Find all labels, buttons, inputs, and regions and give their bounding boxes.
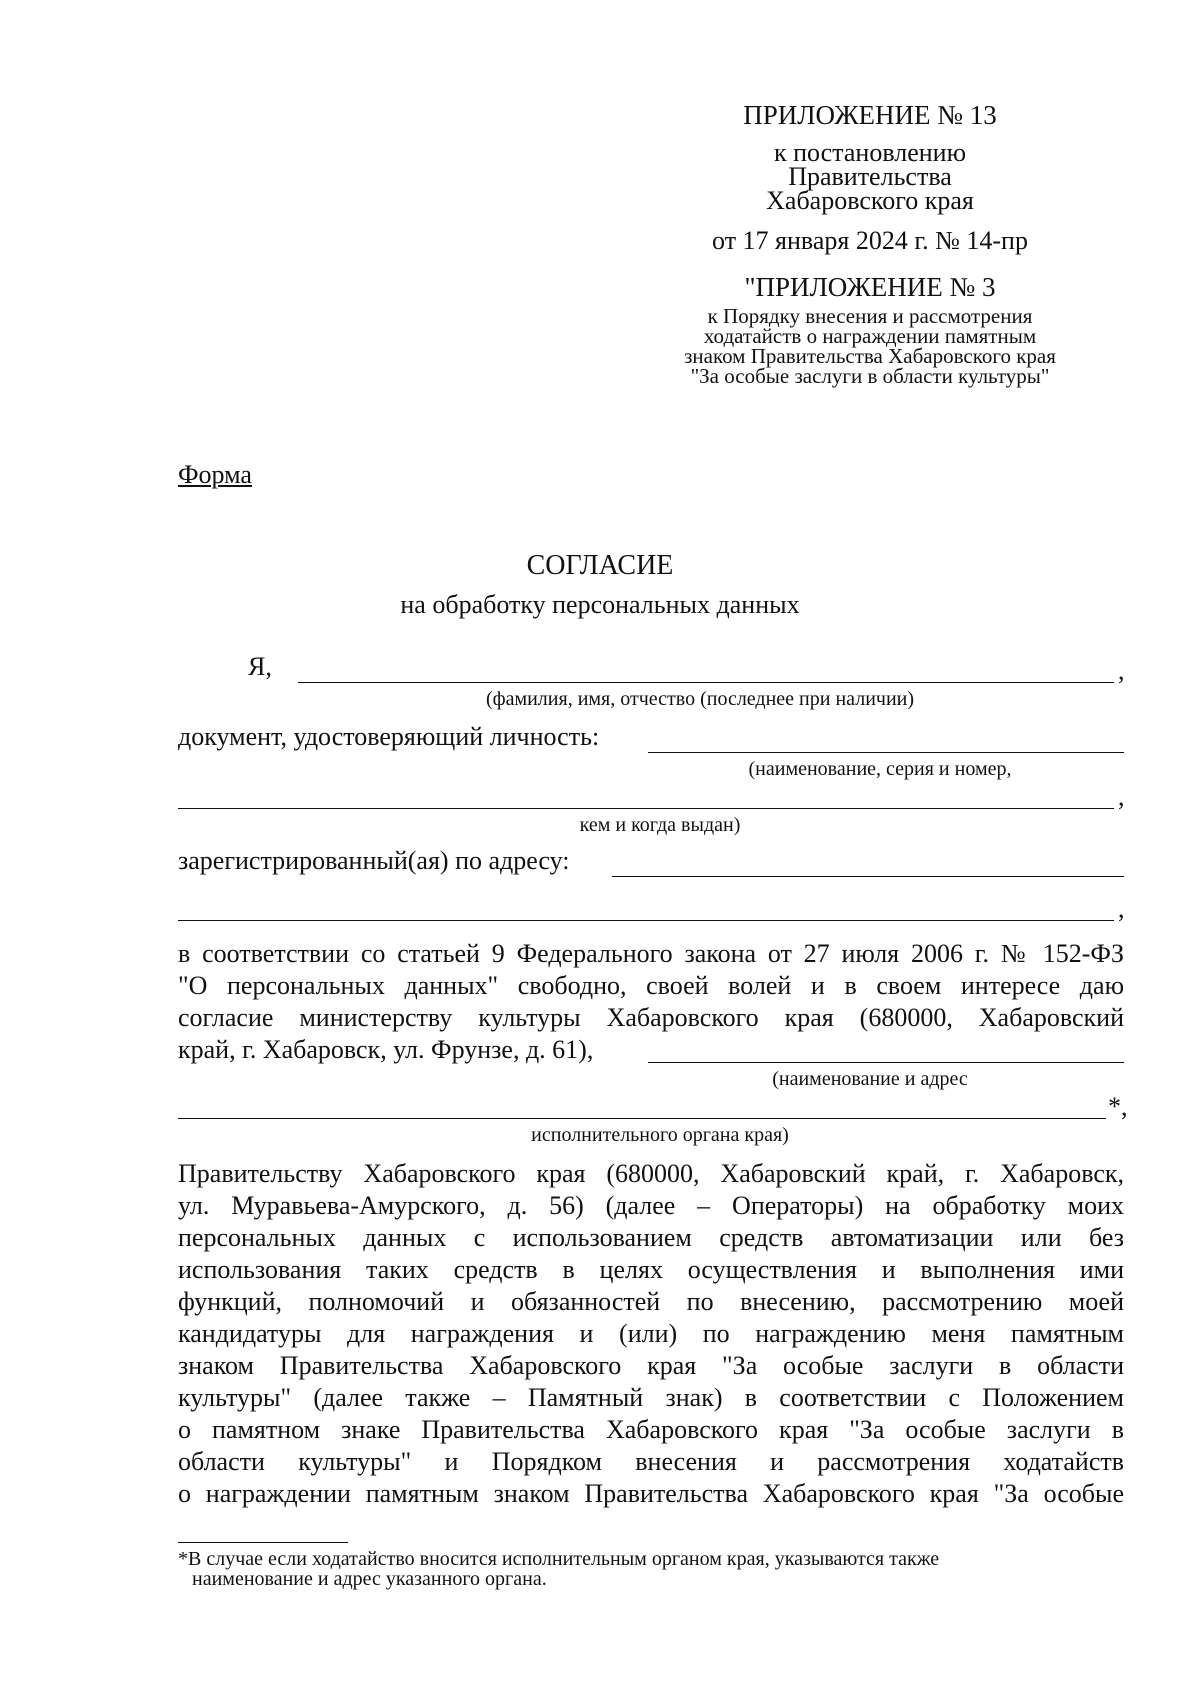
registration-line-2: [178, 920, 1114, 921]
organ-caption-2: исполнительного органа края): [531, 1124, 789, 1146]
registration-comma: ,: [1118, 894, 1125, 923]
organ-caption-1: (наименование и адрес: [772, 1068, 968, 1090]
procedure-line-3: знаком Правительства Хабаровского края: [684, 344, 1056, 368]
fio-line: [298, 682, 1114, 683]
footnote-line-1: *В случае если ходатайство вносится исполнительным органом края, указываются также: [178, 1548, 940, 1570]
organ-line-1: [648, 1062, 1124, 1063]
identity-doc-line-1: [648, 752, 1124, 753]
fio-comma: ,: [1118, 656, 1125, 685]
organ-star-comma: *,: [1108, 1092, 1128, 1121]
paragraph-2-line-10: области культуры" и Порядком внесения и рассмотрения ходатайств: [178, 1447, 1124, 1476]
document-title: СОГЛАСИЕ: [526, 550, 674, 581]
paragraph-2-line-7: знаком Правительства Хабаровского края "За особые заслуги в области: [178, 1351, 1124, 1380]
procedure-line-2: ходатайств о награждении памятным: [703, 324, 1037, 348]
organ-line-2: [178, 1118, 1106, 1119]
paragraph-2-line-6: кандидатуры для награждения и (или) по награждению меня памятным: [178, 1319, 1124, 1348]
identity-doc-caption-2: кем и когда выдан): [579, 814, 741, 836]
footnote-line-2: наименование и адрес указанного органа.: [192, 1568, 547, 1590]
fio-caption: (фамилия, имя, отчество (последнее при наличии): [485, 688, 915, 710]
footnote-separator: [178, 1542, 348, 1543]
paragraph-1-line-4: край, г. Хабаровск, ул. Фрунзе, д. 61),: [178, 1035, 594, 1064]
paragraph-2-line-9: о памятном знаке Правительства Хабаровского края "За особые заслуги в: [178, 1415, 1124, 1444]
paragraph-1-line-3: согласие министерству культуры Хабаровского края (680000, Хабаровский: [178, 1003, 1124, 1032]
paragraph-2-line-4: использования таких средств в целях осуществления и выполнения ими: [178, 1255, 1124, 1284]
identity-doc-comma: ,: [1118, 782, 1125, 811]
procedure-line-4: "За особые заслуги в области культуры": [690, 364, 1050, 388]
paragraph-1-line-1: в соответствии со статьей 9 Федерального закона от 27 июля 2006 г. № 152-ФЗ: [178, 939, 1124, 968]
appendix-3-heading: "ПРИЛОЖЕНИЕ № 3: [744, 272, 996, 302]
registration-line-1: [612, 876, 1124, 877]
identity-doc-line-2: [178, 808, 1114, 809]
procedure-line-1: к Порядку внесения и рассмотрения: [707, 304, 1033, 328]
paragraph-1-line-2: "О персональных данных" свободно, своей волей и в своем интересе даю: [178, 971, 1124, 1000]
resolution-date: от 17 января 2024 г. № 14-пр: [712, 226, 1028, 255]
paragraph-2-line-2: ул. Муравьева-Амурского, д. 56) (далее – Операторы) на обработку моих: [178, 1191, 1124, 1220]
identity-doc-label: документ, удостоверяющий личность:: [178, 722, 600, 751]
document-subtitle: на обработку персональных данных: [400, 590, 800, 619]
i-label: Я,: [248, 652, 272, 681]
paragraph-2-line-11: о награждении памятным знаком Правительства Хабаровского края "За особые: [178, 1479, 1124, 1508]
registration-label: зарегистрированный(ая) по адресу:: [178, 846, 570, 875]
paragraph-2-line-1: Правительству Хабаровского края (680000, Хабаровский край, г. Хабаровск,: [178, 1159, 1124, 1188]
form-label: Форма: [178, 460, 252, 489]
paragraph-2-line-8: культуры" (далее также – Памятный знак) в соответствии с Положением: [178, 1383, 1124, 1412]
resolution-line-3: Хабаровского края: [766, 186, 974, 215]
appendix-13-heading: ПРИЛОЖЕНИЕ № 13: [743, 100, 997, 130]
paragraph-2-line-5: функций, полномочий и обязанностей по внесению, рассмотрению моей: [178, 1287, 1124, 1316]
identity-doc-caption-1: (наименование, серия и номер,: [748, 758, 1012, 780]
resolution-line-2: Правительства: [788, 162, 952, 191]
paragraph-2-line-3: персональных данных с использованием средств автоматизации или без: [178, 1223, 1124, 1252]
resolution-line-1: к постановлению: [773, 138, 967, 167]
